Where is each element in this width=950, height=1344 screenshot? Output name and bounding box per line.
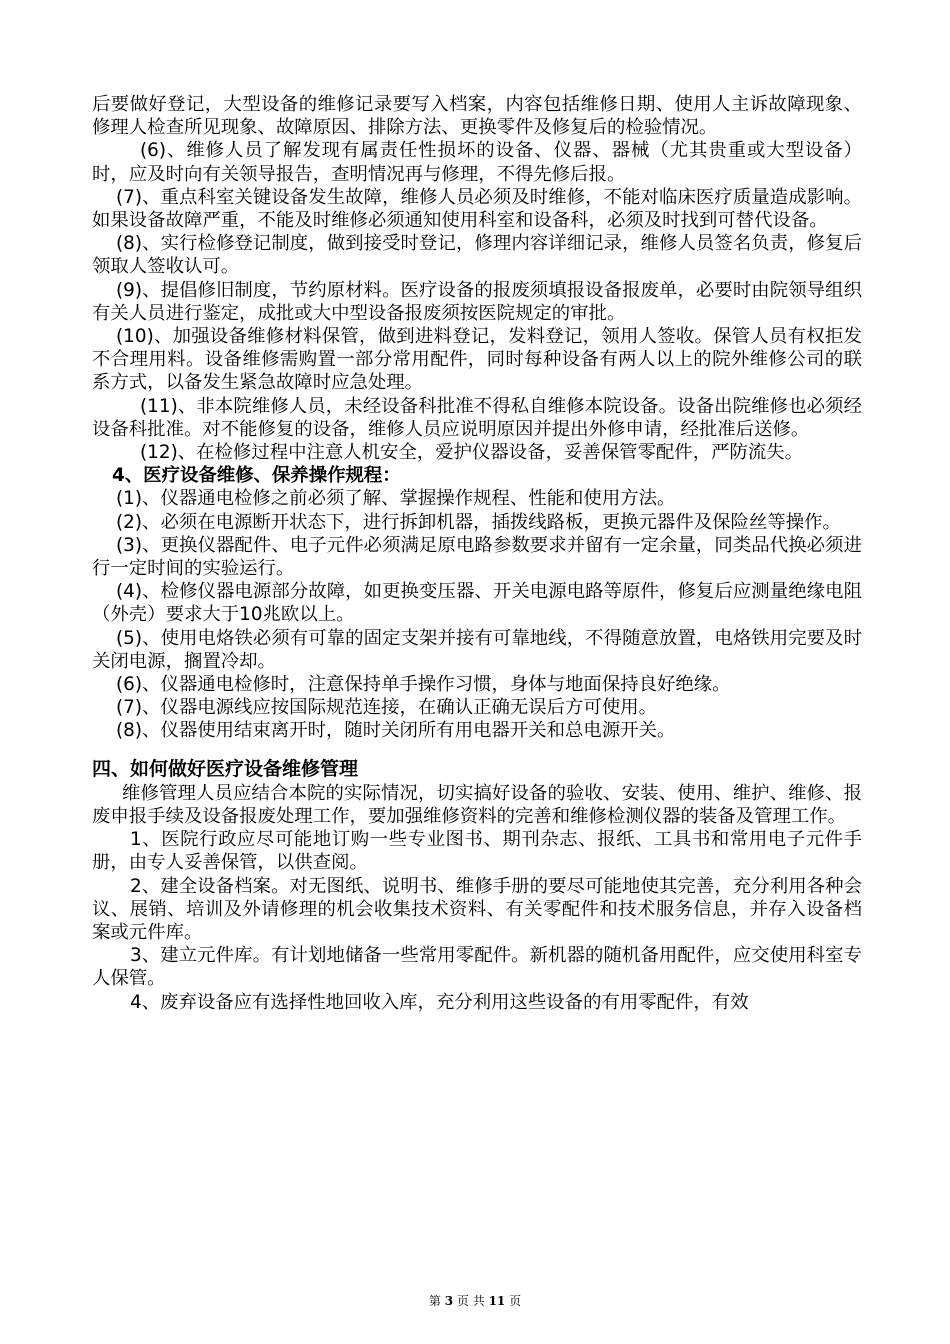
- paragraph: (1)、仪器通电检修之前必须了解、掌握操作规程、性能和使用方法。: [116, 488, 676, 510]
- section-title: 四、如何做好医疗设备维修管理: [92, 757, 359, 780]
- paragraph: (7)、仪器电源线应按国际规范连接，在确认正确无误后方可使用。: [116, 697, 657, 719]
- section-heading: 4、医疗设备维修、保养操作规程：: [112, 465, 401, 487]
- paragraph: (12)、在检修过程中注意人机安全，爱护仪器设备，妥善保管零配件，严防流失。: [140, 442, 804, 464]
- footer-total-pages: 11: [488, 1294, 506, 1308]
- paragraph: (6)、维修人员了解发现有属责任性损坏的设备、仪器、器械（尤其贵重或大型设备）时，应及时向有关领导报告，查明情况再与修理，不得先修后报。: [92, 140, 862, 185]
- paragraph-list-section-4: [92, 782, 862, 1014]
- paragraph: 1、医院行政应尽可能地订购一些专业图书、期刊杂志、报纸、工具书和常用电子元件手册，由专人妥善保管，以供查阅。: [92, 829, 862, 874]
- paragraph: 4、废弃设备应有选择性地回收入库，充分利用这些设备的有用零配件，有效: [130, 991, 749, 1013]
- paragraph: (10)、加强设备维修材料保管，做到进料登记，发料登记，领用人签收。保管人员有权拒发不合理用料。设备维修需购置一部分常用配件，同时每种设备有两人以上的院外维修公司的联系方式，以备发生紧急故障时应急处理。: [92, 326, 862, 394]
- footer-prefix: 第: [428, 1294, 441, 1308]
- paragraph: (11)、非本院维修人员，未经设备科批准不得私自维修本院设备。设备出院维修也必须经设备科批准。对不能修复的设备，维修人员应说明原因并提出外修申请，经批准后送修。: [92, 395, 862, 440]
- paragraph: (5)、使用电烙铁必须有可靠的固定支架并接有可靠地线，不得随意放置，电烙铁用完要及时关闭电源，搁置冷却。: [92, 627, 862, 672]
- paragraph: 3、建立元件库。有计划地储备一些常用零配件。新机器的随机备用配件，应交使用科室专人保管。: [92, 945, 862, 990]
- footer-page-number: 3: [444, 1294, 454, 1308]
- paragraph-list: [92, 93, 862, 743]
- footer-middle: 页 共: [456, 1294, 485, 1308]
- document-body: [92, 93, 862, 1014]
- paragraph: (2)、必须在电源断开状态下，进行拆卸机器，插拨线路板，更换元器件及保险丝等操作。: [116, 511, 841, 533]
- paragraph: (9)、提倡修旧制度，节约原材料。医疗设备的报废须填报设备报废单，必要时由院领导组织有关人员进行鉴定，成批或大中型设备报废须按医院规定的审批。: [92, 279, 862, 324]
- paragraph: 后要做好登记，大型设备的维修记录要写入档案，内容包括维修日期、使用人主诉故障现象、修理人检查所见现象、故障原因、排除方法、更换零件及修复后的检验情况。: [92, 94, 862, 139]
- paragraph: (7)、重点科室关键设备发生故障，维修人员必须及时维修，不能对临床医疗质量造成影响。如果设备故障严重，不能及时维修必须通知使用科室和设备科，必须及时找到可替代设备。: [92, 186, 862, 232]
- page-footer: [0, 1292, 950, 1309]
- paragraph: (8)、实行检修登记制度，做到接受时登记，修理内容详细记录，维修人员签名负责，修复后领取人签收认可。: [92, 233, 862, 278]
- paragraph: (6)、仪器通电检修时，注意保持单手操作习惯，身体与地面保持良好绝缘。: [116, 674, 731, 696]
- paragraph: 2、建全设备档案。对无图纸、说明书、维修手册的要尽可能地使其完善，充分利用各种会议、展销、培训及外请修理的机会收集技术资料、有关零配件和技术服务信息，并存入设备档案或元件库。: [92, 875, 862, 943]
- paragraph: (3)、更换仪器配件、电子元件必须满足原电路参数要求并留有一定余量，同类品代换必须进行一定时间的实验运行。: [92, 534, 862, 580]
- paragraph: (8)、仪器使用结束离开时，随时关闭所有用电器开关和总电源开关。: [116, 720, 676, 742]
- footer-suffix: 页: [509, 1294, 522, 1308]
- paragraph: (4)、检修仪器电源部分故障，如更换变压器、开关电源电路等原件，修复后应测量绝缘电阻（外壳）要求大于10兆欧以上。: [92, 581, 862, 626]
- paragraph: 维修管理人员应结合本院的实际情况，切实搞好设备的验收、安装、使用、维护、维修、报废申报手续及设备报废处理工作，要加强维修资料的完善和维修检测仪器的装备及管理工作。: [92, 782, 862, 827]
